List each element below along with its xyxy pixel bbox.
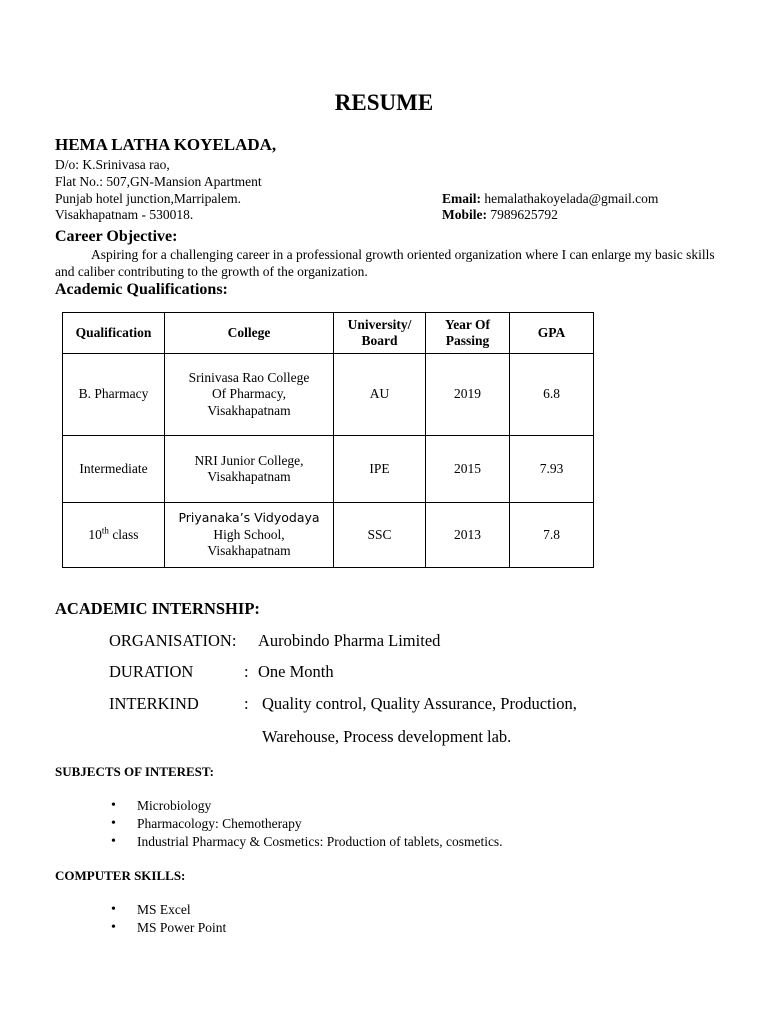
mobile-line	[442, 207, 558, 223]
resume-title: RESUME	[334, 90, 434, 115]
internship-interkind-value-2: Warehouse, Process development lab.	[262, 727, 512, 746]
career-objective-heading: Career Objective:	[55, 228, 178, 245]
mobile-value: 7989625792	[490, 207, 558, 222]
cell-college: NRI Junior College, Visakhapatnam	[165, 436, 334, 503]
cell-qualification: 10th class	[63, 503, 165, 568]
mobile-label: Mobile:	[442, 207, 487, 222]
header-university: University/ Board	[334, 313, 426, 354]
table-row	[63, 503, 594, 568]
header-year: Year Of Passing	[426, 313, 510, 354]
cell-gpa: 7.93	[510, 436, 594, 503]
header-qualification: Qualification	[63, 313, 165, 354]
cell-board: SSC	[334, 503, 426, 568]
computer-skills-heading: COMPUTER SKILLS:	[55, 868, 186, 883]
list-item: • MS Excel	[137, 901, 226, 919]
internship-duration-sep: :	[244, 662, 249, 681]
cell-college: Priyanaka’s Vidyodaya High School, Visakhapatnam	[165, 503, 334, 568]
internship-org-value: Aurobindo Pharma Limited	[258, 631, 441, 650]
address-line-1: D/o: K.Srinivasa rao,	[55, 157, 170, 172]
email-line	[442, 191, 658, 207]
cell-gpa: 6.8	[510, 354, 594, 436]
academic-heading: Academic Qualifications:	[55, 281, 228, 298]
internship-interkind-label: INTERKIND	[109, 694, 199, 713]
cell-year: 2013	[426, 503, 510, 568]
cell-year: 2019	[426, 354, 510, 436]
address-line-2: Flat No.: 507,GN-Mansion Apartment	[55, 174, 262, 189]
internship-org-label: ORGANISATION:	[109, 631, 237, 650]
cell-board: AU	[334, 354, 426, 436]
email-label: Email:	[442, 191, 481, 206]
computer-skills-list	[96, 901, 226, 937]
table-header-row	[63, 313, 594, 354]
header-college: College	[165, 313, 334, 354]
list-item: • Microbiology	[137, 797, 503, 815]
cell-qualification: Intermediate	[63, 436, 165, 503]
cell-gpa: 7.8	[510, 503, 594, 568]
address-line-3: Punjab hotel junction,Marripalem.	[55, 191, 241, 206]
email-value: hemalathakoyelada@gmail.com	[484, 191, 659, 206]
list-item: • MS Power Point	[137, 919, 226, 937]
table-row	[63, 436, 594, 503]
list-item: • Industrial Pharmacy & Cosmetics: Production of tablets, cosmetics.	[137, 833, 503, 851]
internship-duration-label: DURATION	[109, 662, 194, 681]
career-objective-text: Aspiring for a challenging career in a professional growth oriented organization where I can enlarge my basic skills and caliber contributing to the growth of the organization.	[55, 247, 715, 279]
subjects-list	[96, 797, 503, 851]
table-row	[63, 354, 594, 436]
cell-board: IPE	[334, 436, 426, 503]
cell-year: 2015	[426, 436, 510, 503]
internship-duration-value: One Month	[258, 662, 334, 681]
list-item: • Pharmacology: Chemotherapy	[137, 815, 503, 833]
internship-interkind-sep: :	[244, 694, 249, 713]
address-line-4: Visakhapatnam - 530018.	[55, 207, 194, 222]
header-gpa: GPA	[510, 313, 594, 354]
internship-heading: ACADEMIC INTERNSHIP:	[55, 599, 260, 618]
cell-college: Srinivasa Rao College Of Pharmacy, Visakhapatnam	[165, 354, 334, 436]
applicant-name: HEMA LATHA KOYELADA,	[55, 135, 277, 154]
subjects-heading: SUBJECTS OF INTEREST:	[55, 764, 214, 779]
cell-qualification: B. Pharmacy	[63, 354, 165, 436]
qualifications-table	[62, 312, 594, 568]
internship-interkind-value-1: Quality control, Quality Assurance, Production,	[262, 694, 577, 713]
